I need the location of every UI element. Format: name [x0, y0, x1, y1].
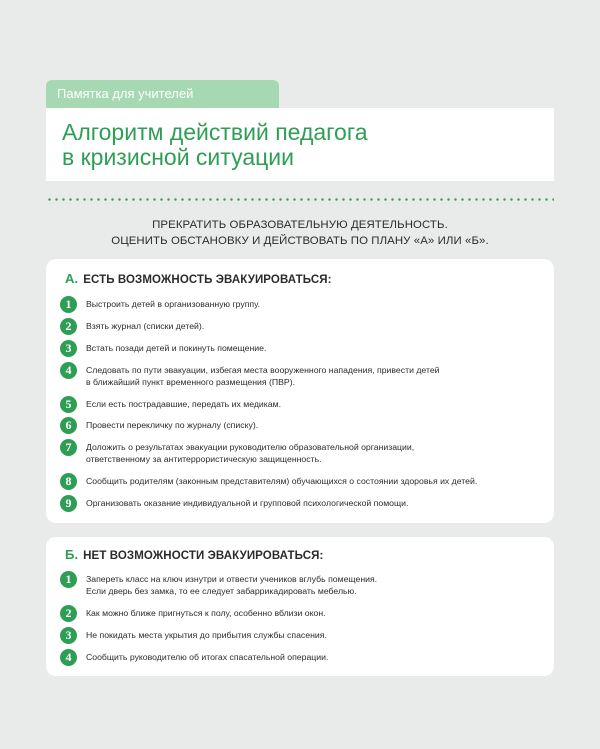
intro-line-2: ОЦЕНИТЬ ОБСТАНОВКУ И ДЕЙСТВОВАТЬ ПО ПЛАНУ «А» ИЛИ «Б». — [111, 235, 489, 247]
plan-b-card — [46, 537, 554, 676]
step-text: Взять журнал (списки детей). — [86, 321, 205, 331]
plan-b-heading-text: НЕТ ВОЗМОЖНОСТИ ЭВАКУИРОВАТЬСЯ: — [83, 550, 324, 562]
plan-a-heading — [65, 271, 332, 286]
step-number-badge: 2 — [60, 318, 77, 335]
title-box — [46, 108, 554, 181]
step-number-badge: 4 — [60, 362, 77, 379]
step-text: Выстроить детей в организованную группу. — [86, 299, 261, 309]
step-text: Запереть класс на ключ изнутри и отвести учеников вглубь помещения. Если дверь без замка, то ее следует забаррикадировать мебелью. — [86, 574, 378, 596]
step-number-badge: 3 — [60, 340, 77, 357]
plan-b-heading — [65, 547, 323, 562]
step-text: Провести перекличку по журналу (списку). — [86, 420, 259, 430]
step-text: Если есть пострадавшие, передать их медикам. — [86, 399, 281, 409]
step-text: Встать позади детей и покинуть помещение. — [86, 343, 267, 353]
title-line-1: Алгоритм действий педагога — [62, 119, 368, 145]
step-number-badge: 2 — [60, 605, 77, 622]
step-number-badge: 9 — [60, 495, 77, 512]
step-number-badge: 5 — [60, 396, 77, 413]
plan-a-heading-text: ЕСТЬ ВОЗМОЖНОСТЬ ЭВАКУИРОВАТЬСЯ: — [83, 274, 332, 286]
step-text: Как можно ближе пригнуться к полу, особенно вблизи окон. — [86, 608, 326, 618]
step-text: Сообщить родителям (законным представителям) обучающихся о состоянии здоровья их детей. — [86, 476, 478, 486]
step-number-badge: 8 — [60, 473, 77, 490]
plan-a-letter: А. — [65, 271, 79, 286]
step-text: Не покидать места укрытия до прибытия службы спасения. — [86, 630, 327, 640]
plan-b-letter: Б. — [65, 547, 79, 562]
step-number-badge: 7 — [60, 439, 77, 456]
page-title — [62, 120, 368, 170]
step-number-badge: 4 — [60, 649, 77, 666]
step-text: Организовать оказание индивидуальной и групповой психологической помощи. — [86, 498, 409, 508]
step-number-badge: 1 — [60, 296, 77, 313]
intro-instructions — [46, 217, 554, 249]
plan-a-card — [46, 259, 554, 523]
document-tag: Памятка для учителей — [46, 80, 279, 108]
step-number-badge: 6 — [60, 417, 77, 434]
dotted-divider — [46, 198, 554, 201]
step-text: Сообщить руководителю об итогах спасательной операции. — [86, 652, 329, 662]
step-number-badge: 1 — [60, 571, 77, 588]
step-text: Следовать по пути эвакуации, избегая места вооруженного нападения, привести детей в ближайший пункт временного размещения (ПВР). — [86, 365, 440, 387]
step-number-badge: 3 — [60, 627, 77, 644]
step-text: Доложить о результатах эвакуации руководителю образовательной организации, ответственному за антитеррористическую защищенность. — [86, 442, 415, 464]
title-line-2: в кризисной ситуации — [62, 144, 294, 170]
intro-line-1: ПРЕКРАТИТЬ ОБРАЗОВАТЕЛЬНУЮ ДЕЯТЕЛЬНОСТЬ. — [152, 219, 448, 231]
